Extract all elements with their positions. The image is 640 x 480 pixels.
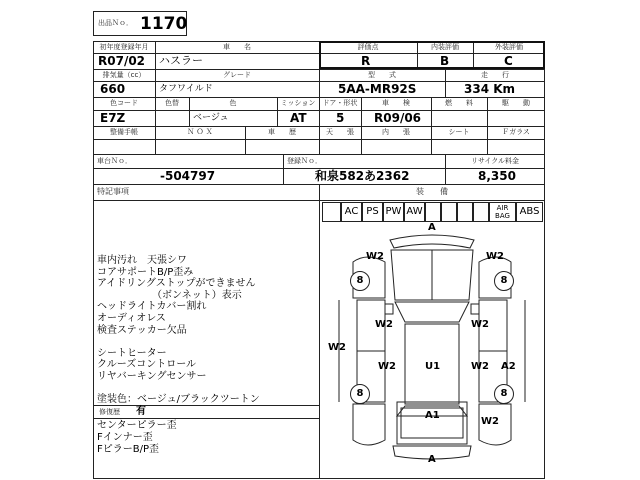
remark-line: 塗装色：ベージュ/ブラックツートン	[97, 394, 260, 406]
mark-u1-roof: U1	[425, 361, 441, 372]
mileage-value: 334 Km	[464, 82, 516, 96]
remark-line: クルーズコントロール	[97, 359, 196, 371]
chassis-label: 車台Ｎｏ．	[97, 157, 132, 165]
inspection-label: 車 検	[382, 99, 410, 107]
mark-w2-door-left: W2	[378, 361, 396, 372]
tire-front-right: 8	[494, 271, 514, 291]
plate-label: 登録Ｎｏ．	[287, 157, 322, 165]
mark-w2-front-left: W2	[366, 251, 384, 262]
remark-line: 車内汚れ 天張シワ	[97, 255, 187, 266]
lot-number: 1170	[140, 14, 188, 34]
doors-label: ドア・形状	[322, 99, 358, 107]
mark-w2-front-right: W2	[486, 251, 504, 262]
car-diagram	[319, 222, 545, 479]
mission-value: AT	[290, 111, 307, 125]
repair-item: Fインナー歪	[97, 432, 153, 443]
tire-rear-right: 8	[494, 384, 514, 404]
doors-value: 5	[336, 111, 345, 125]
mark-a2-rear-right: A2	[501, 361, 516, 372]
manual-label: 整備手帳	[110, 128, 138, 136]
equip-ps: PS	[362, 202, 383, 222]
mark-w2-fender-right: W2	[471, 319, 489, 330]
recycle-label: リサイクル料金	[470, 157, 520, 165]
color-code-value: E7Z	[100, 111, 126, 125]
equipment-label: 装 備	[416, 187, 448, 196]
repair-item: センターピラー歪	[97, 420, 177, 431]
repair-item: FピラーB/P歪	[97, 444, 160, 455]
equip-slot-6	[425, 202, 441, 222]
seat-label: シート	[448, 128, 470, 136]
remark-line: （ボンネット）表示	[97, 289, 242, 301]
exterior-score-label: 外装評価	[495, 43, 523, 51]
inspection-value: R09/06	[374, 111, 422, 125]
repair-label: 修復歴	[99, 408, 120, 416]
model-label: 型 式	[368, 71, 396, 79]
displacement-label: 排気量（cc）	[102, 71, 146, 79]
equip-ac: AC	[341, 202, 362, 222]
grade-label: グレード	[223, 71, 251, 79]
interior-lining-label: 内 張	[382, 128, 410, 136]
mission-label: ミッション	[280, 99, 316, 107]
mark-a1-trunk: A1	[425, 410, 440, 421]
mark-front: A	[428, 222, 436, 233]
equip-slot-7	[441, 202, 457, 222]
interior-score-value: B	[440, 54, 450, 68]
remark-line: アイドリングストップができません	[97, 278, 256, 290]
equip-slot-1	[322, 202, 341, 222]
roof-label: 天 張	[326, 128, 354, 136]
interior-score-label: 内装評価	[431, 43, 459, 51]
score-label: 評価点	[357, 43, 379, 51]
glass-label: Ｆガラス	[502, 128, 530, 136]
color-change-label: 色替	[165, 99, 179, 107]
remark-line: シートヒーター	[97, 347, 167, 359]
remark-line: ヘッドライトカバー割れ	[97, 301, 207, 313]
equip-pw: PW	[383, 202, 404, 222]
equip-aw: AW	[404, 202, 425, 222]
equip-abs: ABS	[516, 202, 543, 222]
chassis-value: -504797	[160, 169, 216, 183]
remark-line: コアサポートB/P歪み	[97, 266, 194, 278]
mark-w2-fender-left: W2	[375, 319, 393, 330]
first-reg-label: 初年度登録年月	[99, 43, 149, 51]
mark-w2-side-left: W2	[328, 342, 346, 353]
remark-line: オーディオレス	[97, 313, 166, 324]
equip-slot-9	[473, 202, 489, 222]
car-name-label: 車 名	[223, 43, 251, 51]
mark-rear: A	[428, 454, 436, 465]
lot-number-box	[93, 11, 187, 36]
equip-slot-8	[457, 202, 473, 222]
recycle-value: 8,350	[478, 169, 516, 183]
exterior-score-value: C	[504, 54, 513, 68]
plate-value: 和泉582あ2362	[315, 169, 410, 183]
first-reg-value: R07/02	[98, 54, 146, 68]
repair-value: 有	[136, 406, 146, 417]
displacement-value: 660	[100, 82, 126, 96]
mileage-label: 走 行	[481, 71, 509, 79]
fuel-label: 燃 料	[445, 99, 473, 107]
color-label: 色	[229, 99, 237, 107]
drive-label: 駆 動	[502, 99, 530, 107]
remark-line: 検査ステッカー欠品	[97, 324, 187, 336]
lot-label: 出品Ｎｏ．	[98, 19, 133, 27]
color-code-label: 色コード	[110, 99, 138, 107]
notes-label: 特記事項	[97, 187, 129, 196]
tire-front-left: 8	[350, 271, 370, 291]
grade-value: タフワイルド	[159, 84, 213, 94]
model-value: 5AA-MR92S	[338, 82, 417, 96]
mark-w2-rear-right: W2	[481, 416, 499, 427]
tire-rear-left: 8	[350, 384, 370, 404]
color-value: ベージュ	[193, 113, 229, 123]
nox-label: Ｎ Ｏ Ｘ	[187, 128, 213, 136]
remark-line: リヤバーキングセンサー	[97, 371, 207, 382]
history-label: 車 歴	[268, 128, 296, 136]
equip-airbag: AIR BAG	[489, 202, 516, 222]
mark-w2-door-right: W2	[471, 361, 489, 372]
car-name-value: ハスラー	[159, 54, 203, 67]
score-value: R	[361, 54, 371, 68]
